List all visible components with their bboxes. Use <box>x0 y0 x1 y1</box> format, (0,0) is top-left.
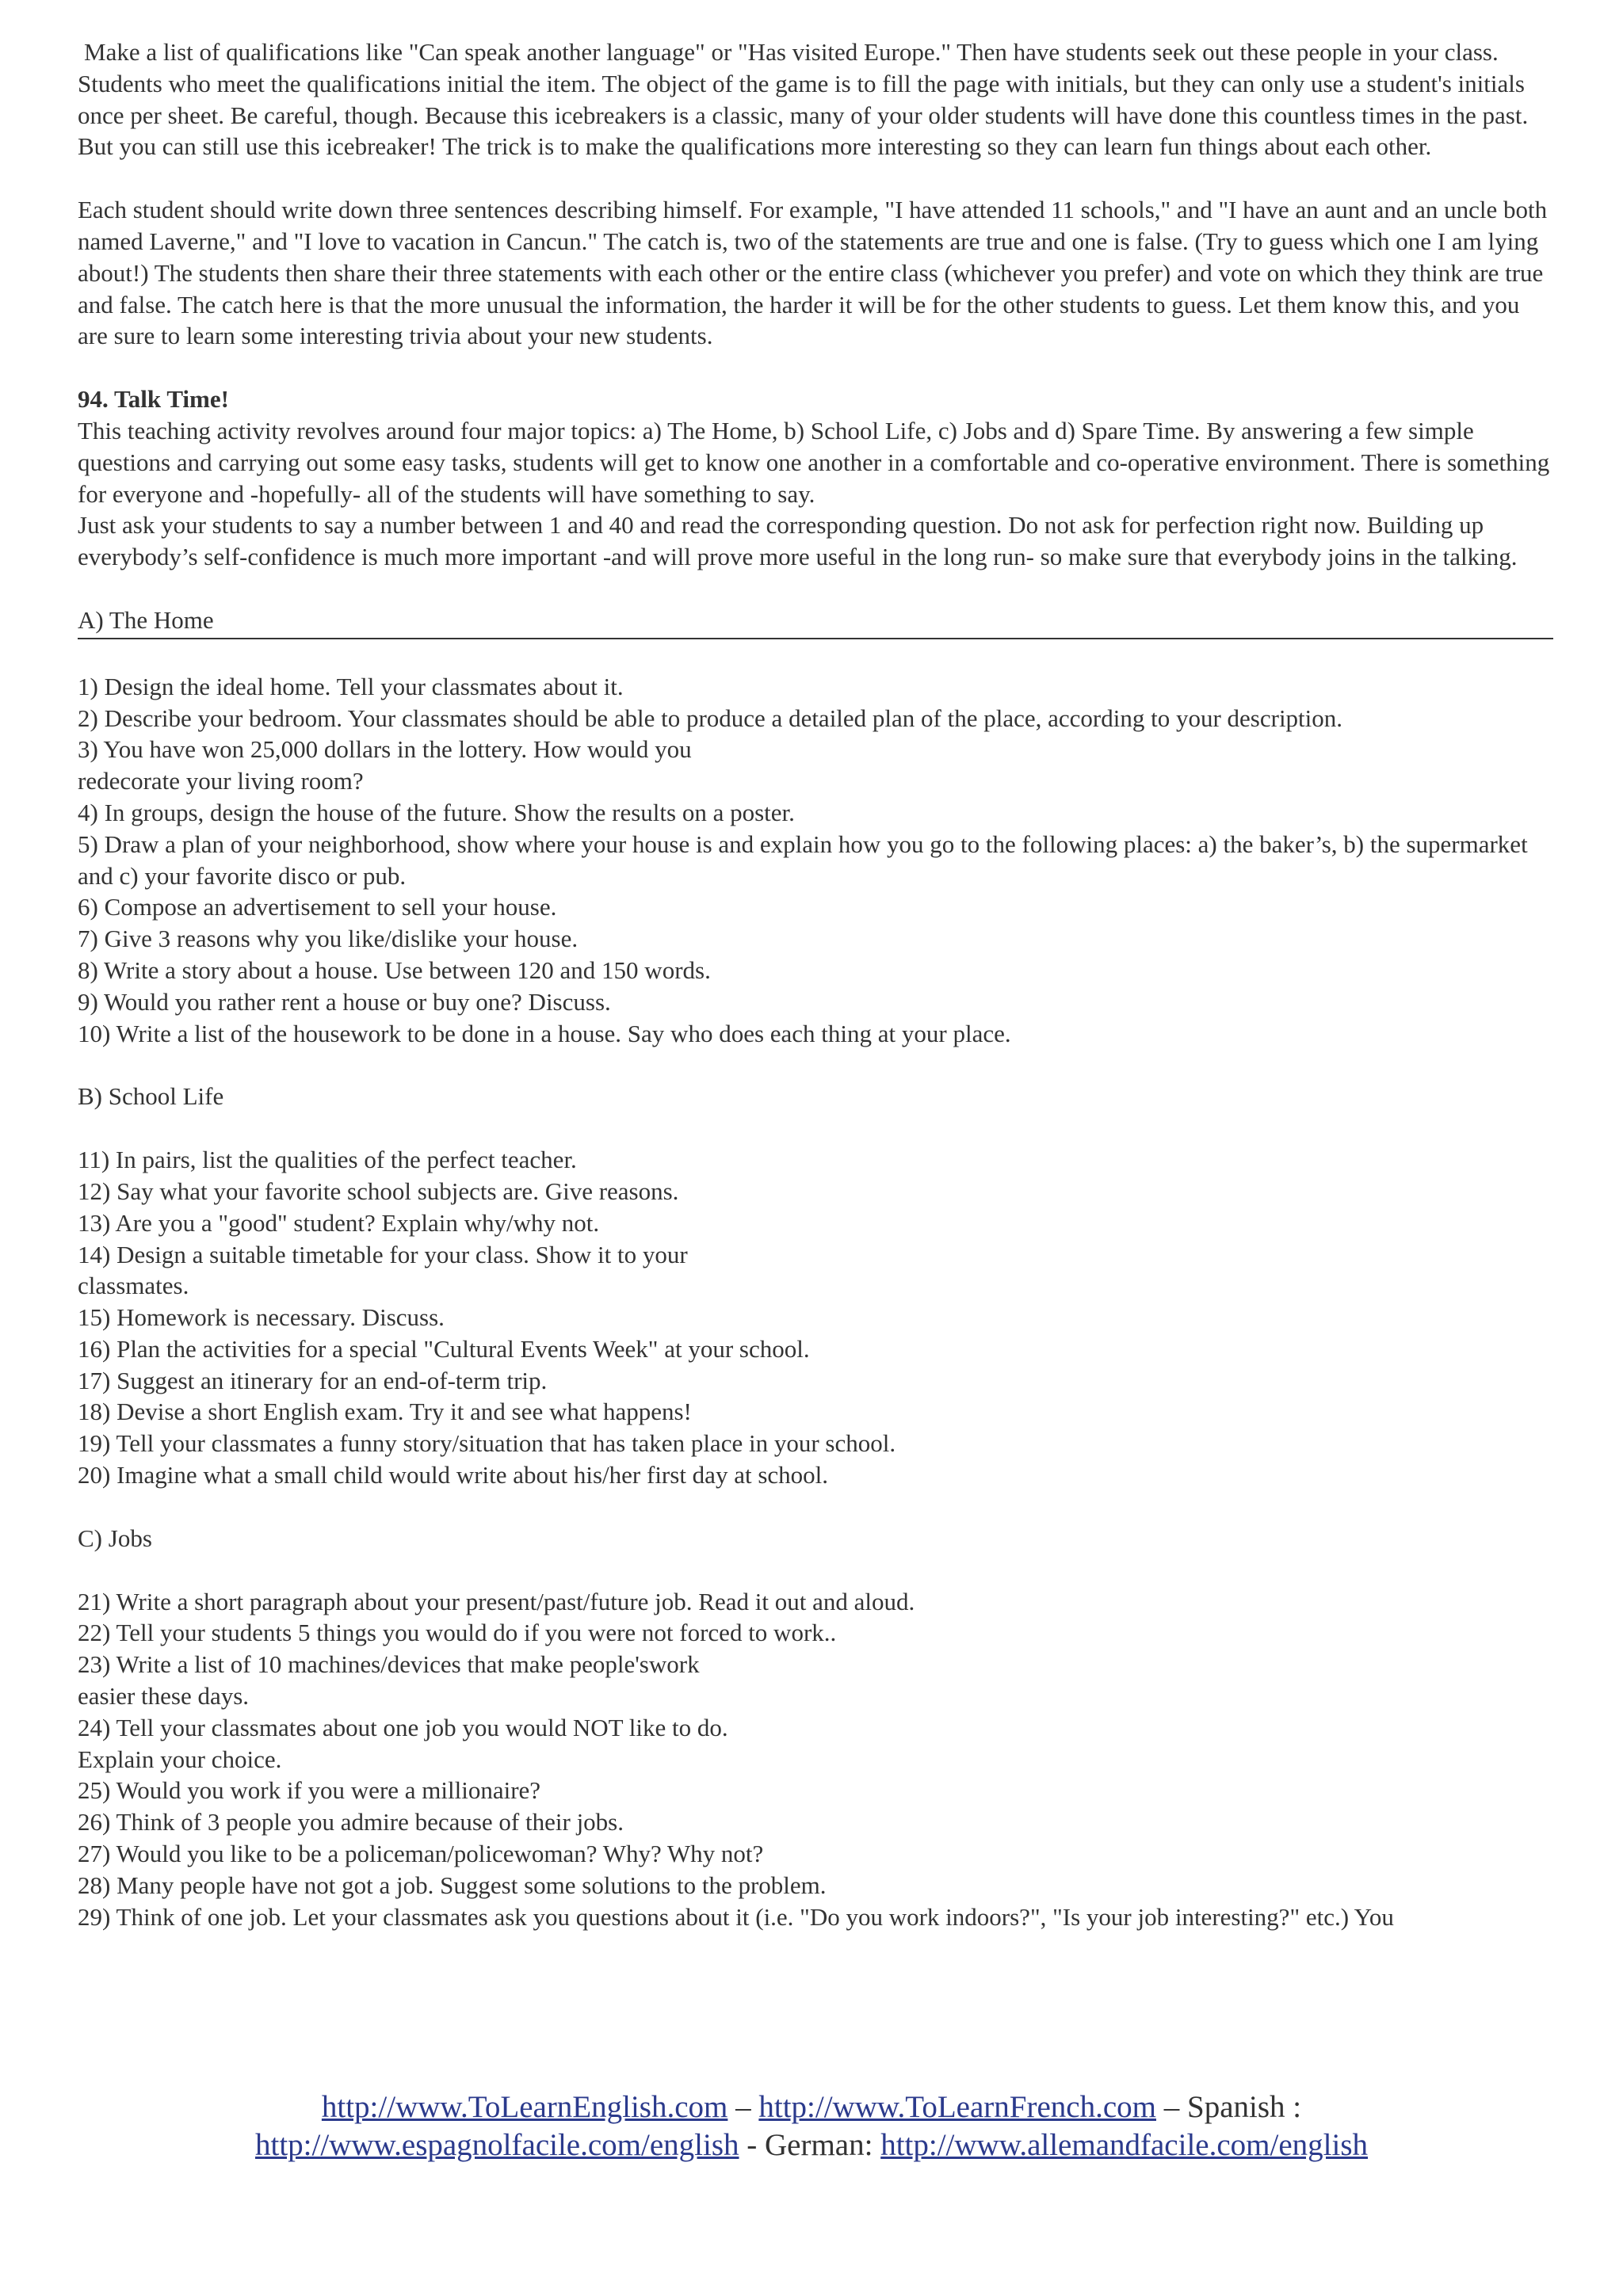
school-question-list <box>78 1144 1553 1491</box>
list-item: 1) Design the ideal home. Tell your classmates about it. <box>78 672 624 700</box>
list-item: 12) Say what your favorite school subjects are. Give reasons. <box>78 1177 679 1205</box>
paragraph-gap <box>78 1554 1553 1586</box>
section-title-home: A) The Home <box>78 605 1553 639</box>
intro-paragraph-qualifications: Make a list of qualifications like "Can speak another language" or "Has visited Europe." Then have students seek out these people in your class. Students who meet the qualifications initial the item. The object of the game is to fill the page with initials, but they can only use a student's initials once per sheet. Be careful, though. Because this icebreakers is a classic, many of your older students will have done this countless times in the past. But you can still use this icebreaker! The trick is to make the qualifications more interesting so they can learn fun things about each other. <box>78 38 1529 161</box>
list-item: 21) Write a short paragraph about your present/past/future job. Read it out and aloud. <box>78 1587 915 1615</box>
talk-time-heading: 94. Talk Time! <box>78 385 229 414</box>
footer-line-1 <box>0 2088 1623 2126</box>
list-item: 24) Tell your classmates about one job you would NOT like to do. <box>78 1713 728 1741</box>
paragraph-gap <box>78 352 1553 383</box>
list-item: 19) Tell your classmates a funny story/situation that has taken place in your school. <box>78 1429 896 1458</box>
document-body <box>78 36 1553 1932</box>
list-item: 27) Would you like to be a policeman/policewoman? Why? Why not? <box>78 1840 764 1868</box>
footer-german-label: - German: <box>739 2128 881 2162</box>
list-item: redecorate your living room? <box>78 767 364 795</box>
list-item: 13) Are you a "good" student? Explain why/why not. <box>78 1208 600 1237</box>
talk-time-paragraph-instructions: Just ask your students to say a number between 1 and 40 and read the corresponding question. Do not ask for perfection right now. Building up everybody’s self-confidence is much more important -and will prove more useful in the long run- so make sure that everybody joins in the talking. <box>78 511 1518 571</box>
list-item: 5) Draw a plan of your neighborhood, show where your house is and explain how you go to the following places: a) the baker’s, b) the supermarket and c) your favorite disco or pub. <box>78 830 1528 890</box>
link-allemandfacile[interactable]: http://www.allemandfacile.com/english <box>880 2128 1368 2162</box>
list-item: 11) In pairs, list the qualities of the perfect teacher. <box>78 1146 577 1174</box>
talk-time-paragraph-topics: This teaching activity revolves around four major topics: a) The Home, b) School Life, c) Jobs and d) Spare Time. By answering a few simple questions and carrying out some easy tasks, students will get to know one another in a comfortable and co-operative environment. There is something for everyone and -hopefully- all of the students will have something to say. <box>78 416 1550 508</box>
list-item: 17) Suggest an itinerary for an end-of-term trip. <box>78 1366 548 1394</box>
list-item: 8) Write a story about a house. Use between 120 and 150 words. <box>78 955 711 984</box>
list-item: 25) Would you work if you were a millionaire? <box>78 1776 541 1805</box>
intro-paragraph-three-sentences: Each student should write down three sentences describing himself. For example, "I have attended 11 schools," and "I have an aunt and an uncle both named Laverne," and "I love to vacation in Cancun." The catch is, two of the statements are true and one is false. (Try to guess which one I am lying about!) The students then share their three statements with each other or the entire class (whichever you prefer) and vote on which they think are true and false. The catch here is that the more unusual the information, the harder it will be for the other students to guess. Let them know this, and you are sure to learn some interesting trivia about your new students. <box>78 196 1548 350</box>
list-item: 20) Imagine what a small child would write about his/her first day at school. <box>78 1461 828 1489</box>
list-item: 3) You have won 25,000 dollars in the lottery. How would you <box>78 735 692 764</box>
footer-separator: – <box>727 2090 759 2124</box>
list-item: 10) Write a list of the housework to be done in a house. Say who does each thing at your place. <box>78 1019 1011 1047</box>
paragraph-gap <box>78 573 1553 605</box>
list-item: 18) Devise a short English exam. Try it and see what happens! <box>78 1398 692 1426</box>
list-item: 29) Think of one job. Let your classmates ask you questions about it (i.e. "Do you work indoors?", "Is your job interesting?" etc.) You <box>78 1902 1394 1931</box>
list-item: 16) Plan the activities for a special "Cultural Events Week" at your school. <box>78 1334 810 1363</box>
list-item: 4) In groups, design the house of the future. Show the results on a poster. <box>78 798 795 826</box>
jobs-question-list <box>78 1586 1553 1933</box>
list-item: 14) Design a suitable timetable for your class. Show it to your <box>78 1240 688 1268</box>
section-title-jobs: C) Jobs <box>78 1524 152 1552</box>
paragraph-gap <box>78 639 1553 671</box>
list-item: 26) Think of 3 people you admire because of their jobs. <box>78 1808 624 1836</box>
link-tolearnenglish[interactable]: http://www.ToLearnEnglish.com <box>321 2090 728 2124</box>
paragraph-gap <box>78 1112 1553 1144</box>
paragraph-gap <box>78 162 1553 194</box>
list-item: 15) Homework is necessary. Discuss. <box>78 1303 445 1332</box>
paragraph-gap <box>78 1049 1553 1081</box>
home-question-list <box>78 671 1553 1050</box>
section-title-school: B) School Life <box>78 1082 224 1111</box>
list-item: 2) Describe your bedroom. Your classmates should be able to produce a detailed plan of the place, according to your description. <box>78 704 1343 732</box>
list-item: 6) Compose an advertisement to sell your house. <box>78 893 557 921</box>
list-item: 7) Give 3 reasons why you like/dislike your house. <box>78 925 579 953</box>
link-tolearnfrench[interactable]: http://www.ToLearnFrench.com <box>758 2090 1156 2124</box>
footer-line-2 <box>0 2126 1623 2164</box>
paragraph-gap <box>78 1491 1553 1523</box>
list-item: 9) Would you rather rent a house or buy one? Discuss. <box>78 987 611 1016</box>
page-footer <box>0 2088 1623 2164</box>
list-item: easier these days. <box>78 1682 250 1711</box>
list-item: Explain your choice. <box>78 1745 282 1773</box>
list-item: classmates. <box>78 1272 189 1300</box>
list-item: 23) Write a list of 10 machines/devices that make people'swork <box>78 1650 700 1679</box>
footer-spanish-label: – Spanish : <box>1156 2090 1302 2124</box>
link-espagnolfacile[interactable]: http://www.espagnolfacile.com/english <box>255 2128 739 2162</box>
list-item: 22) Tell your students 5 things you would do if you were not forced to work.. <box>78 1619 837 1647</box>
list-item: 28) Many people have not got a job. Suggest some solutions to the problem. <box>78 1871 827 1899</box>
